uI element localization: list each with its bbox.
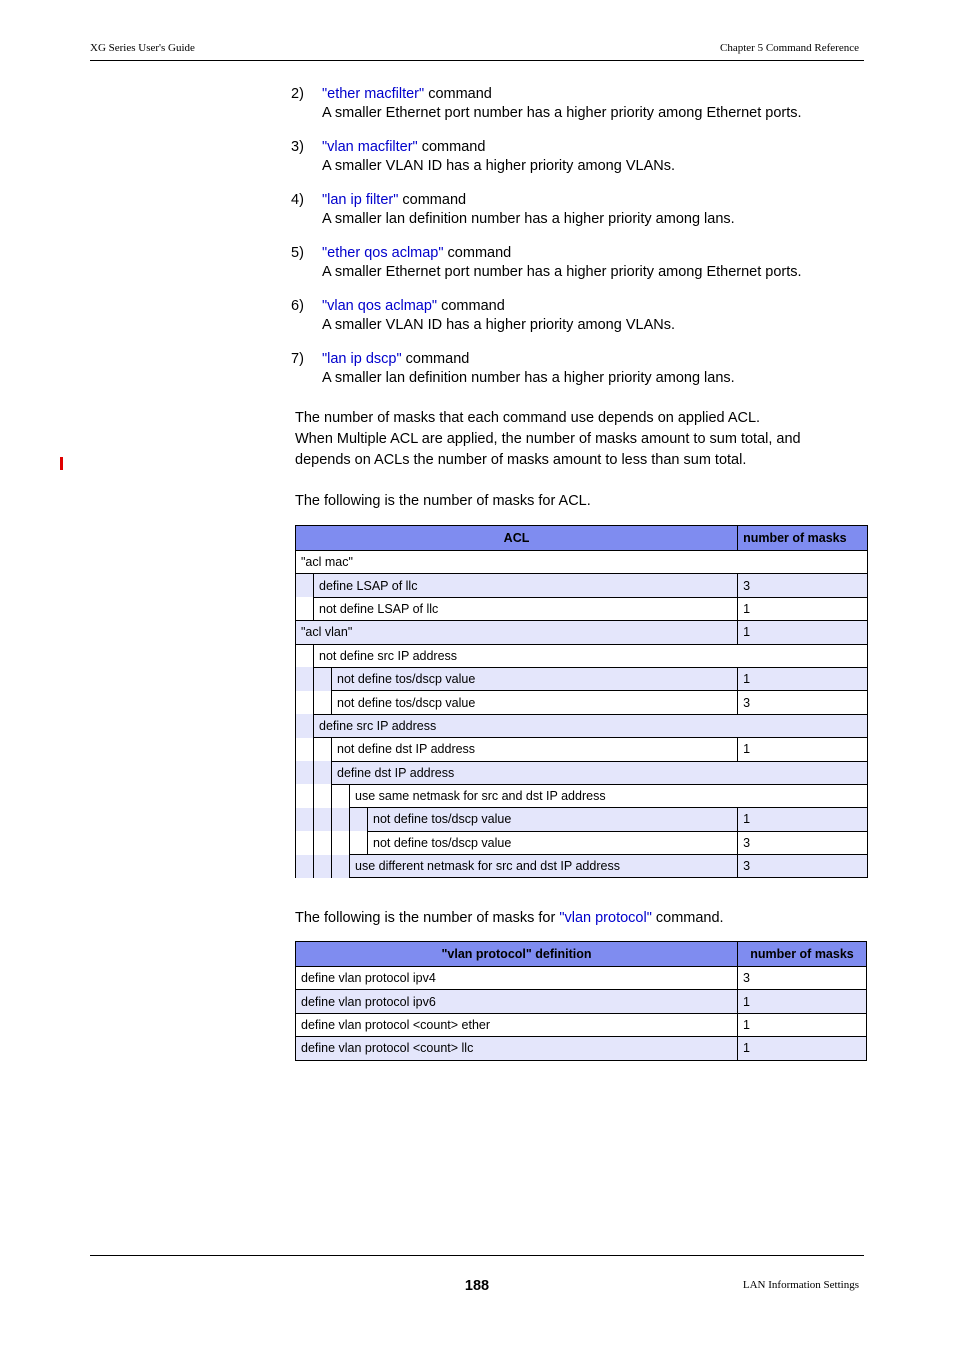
table-row [296,597,868,620]
indent-cell [332,784,350,807]
acl-condition-cell: define LSAP of llc [314,574,738,597]
command-link[interactable]: "ether qos aclmap" [322,245,444,261]
table-row [296,831,868,854]
table-row [296,714,868,737]
table-row [296,667,868,690]
masks-header: number of masks [738,942,867,967]
change-bar [60,457,63,470]
command-link[interactable]: "lan ip filter" [322,192,399,208]
indent-cell [296,691,314,714]
table-row [296,761,868,784]
indent-cell [314,784,332,807]
indent-cell [332,855,350,878]
indent-cell [296,714,314,737]
table-row [296,808,868,831]
acl-condition-cell: not define tos/dscp value [368,808,738,831]
indent-cell [296,831,314,854]
indent-cell [350,831,368,854]
table-row [296,855,868,878]
indent-cell [314,855,332,878]
mask-count-cell: 1 [738,621,868,644]
command-link[interactable]: "ether macfilter" [322,86,425,102]
acl-intro: The following is the number of masks for ACL. [295,493,591,509]
acl-header: ACL [296,526,738,551]
table-row: define vlan protocol ipv4 3 [296,967,867,990]
running-header-left: XG Series User's Guide [90,42,195,54]
indent-cell [314,831,332,854]
acl-condition-cell: define dst IP address [332,761,868,784]
acl-condition-cell: not define src IP address [314,644,868,667]
table-row [296,574,868,597]
table-row [296,644,868,667]
acl-condition-cell: "acl mac" [296,551,868,574]
vlan-protocol-intro: The following is the number of masks for "vlan protocol" command. [295,910,724,926]
mask-count-cell: 3 [738,855,868,878]
list-item: 7) "lan ip dscp" command A smaller lan definition number has a higher priority among lans. [291,351,735,386]
mask-count-cell: 3 [738,691,868,714]
indent-cell [296,597,314,620]
list-item: 3) "vlan macfilter" command A smaller VLAN ID has a higher priority among VLANs. [291,139,675,174]
mask-count-cell: 3 [738,574,868,597]
table-row: define vlan protocol ipv6 1 [296,990,867,1013]
indent-cell [350,808,368,831]
vlan-protocol-link[interactable]: "vlan protocol" [559,910,652,926]
list-item: 6) "vlan qos aclmap" command A smaller VLAN ID has a higher priority among VLANs. [291,298,675,333]
indent-cell [296,644,314,667]
running-header-right: Chapter 5 Command Reference [720,42,859,54]
indent-cell [296,574,314,597]
indent-cell [296,855,314,878]
indent-cell [332,831,350,854]
mask-count-cell: 1 [738,808,868,831]
command-link[interactable]: "lan ip dscp" [322,351,402,367]
acl-condition-cell: define src IP address [314,714,868,737]
indent-cell [314,738,332,761]
mask-count-cell: 1 [738,738,868,761]
table-row [296,691,868,714]
acl-condition-cell: not define tos/dscp value [368,831,738,854]
table-row [296,738,868,761]
indent-cell [296,808,314,831]
indent-cell [296,667,314,690]
indent-cell [314,761,332,784]
table-row [296,551,868,574]
indent-cell [296,738,314,761]
acl-condition-cell: not define dst IP address [332,738,738,761]
page-number: 188 [464,1278,490,1294]
table-row: define vlan protocol <count> ether 1 [296,1013,867,1036]
command-link[interactable]: "vlan macfilter" [322,139,418,155]
mask-count-cell: 3 [738,831,868,854]
table-row [296,784,868,807]
indent-cell [314,808,332,831]
mask-count-cell: 1 [738,667,868,690]
table-row: define vlan protocol <count> llc 1 [296,1037,867,1060]
acl-condition-cell: not define LSAP of llc [314,597,738,620]
list-item: 4) "lan ip filter" command A smaller lan definition number has a higher priority among lans. [291,192,735,227]
acl-condition-cell: not define tos/dscp value [332,691,738,714]
masks-header: number of masks [738,526,868,551]
acl-condition-cell: use same netmask for src and dst IP address [350,784,868,807]
list-item: 2) "ether macfilter" command A smaller Ethernet port number has a higher priority among Ethernet ports. [291,86,802,121]
header-rule [90,60,864,61]
indent-cell [332,808,350,831]
acl-condition-cell: not define tos/dscp value [332,667,738,690]
indent-cell [296,784,314,807]
acl-condition-cell: use different netmask for src and dst IP address [350,855,738,878]
definition-header: "vlan protocol" definition [296,942,738,967]
footer-rule [90,1255,864,1256]
running-footer-right: LAN Information Settings [742,1279,859,1291]
indent-cell [314,691,332,714]
mask-count-cell: 1 [738,597,868,620]
vlan-protocol-mask-table [295,941,867,1061]
list-item: 5) "ether qos aclmap" command A smaller Ethernet port number has a higher priority among Ethernet ports. [291,245,802,280]
command-link[interactable]: "vlan qos aclmap" [322,298,438,314]
indent-cell [296,761,314,784]
table-row [296,621,868,644]
priority-list [291,86,871,404]
masks-paragraph: The number of masks that each command use depends on applied ACL. When Multiple ACL are applied, the number of masks amount to sum total, and depends on ACLs the number of masks amount to less than sum total. [295,410,801,468]
acl-condition-cell: "acl vlan" [296,621,738,644]
acl-mask-table [295,525,868,878]
indent-cell [314,667,332,690]
